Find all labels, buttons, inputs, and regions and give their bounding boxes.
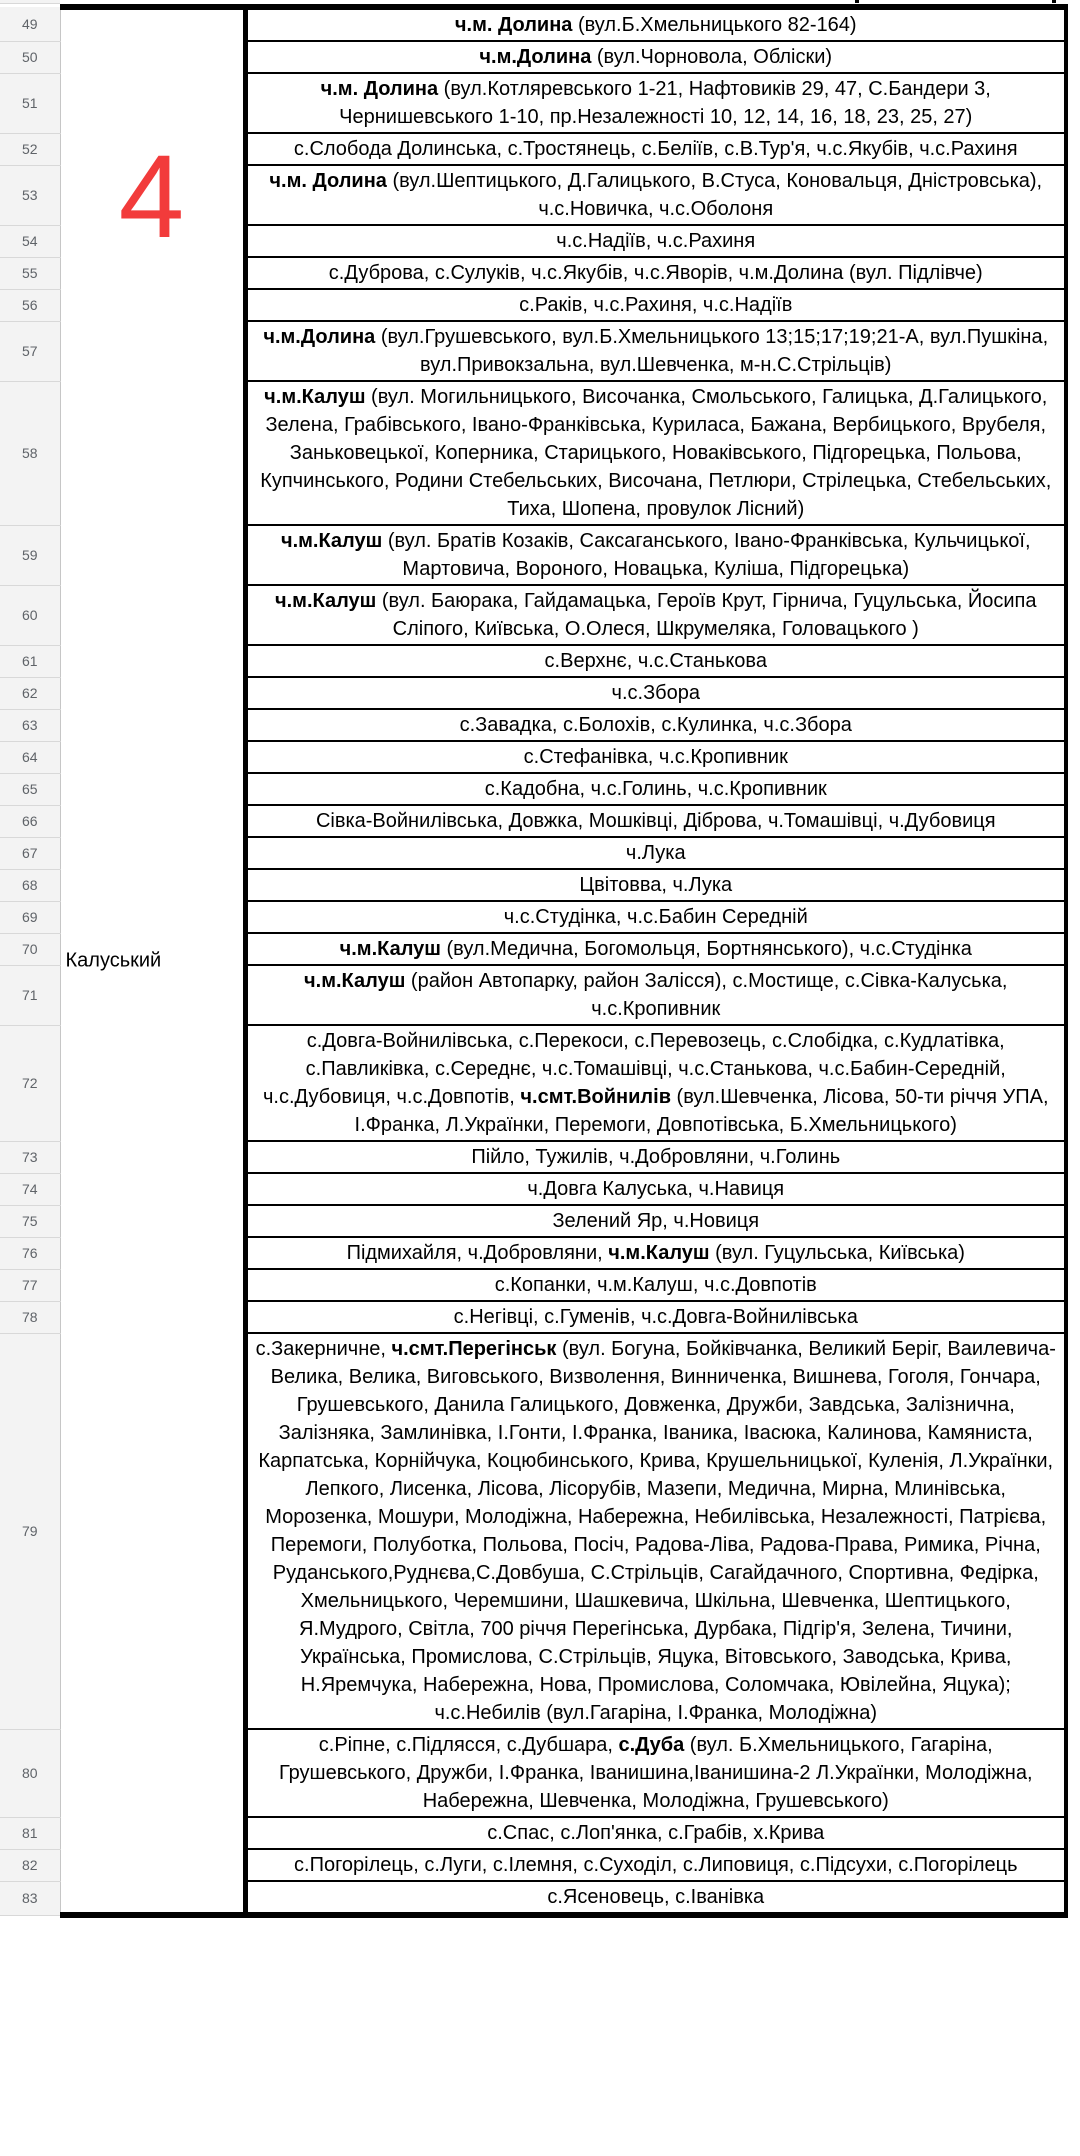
settlement-text: (вул. Баюрака, Гайдамацька, Героїв Крут, Гірнича, Гуцульська, Йосипа Сліпого, Київська, О.Олеся, Шкрумеляка, Головацького ) [376,590,1037,640]
row-content[interactable] [245,289,1066,321]
row-content[interactable] [245,805,1066,837]
settlement-name-bold: ч.м. Долина [454,14,573,36]
row-number[interactable]: 74 [0,1173,60,1205]
row-content[interactable] [245,933,1066,965]
settlement-text: (вул.Шевченка, Лісова, 50-ти річчя УПА, І.Франка, Л.Українки, Перемоги, Довпотівська, Б.Хмельницького) [354,1086,1049,1136]
row-content[interactable] [245,165,1066,225]
row-content[interactable] [245,741,1066,773]
row-number[interactable]: 61 [0,645,60,677]
row-content[interactable] [245,1269,1066,1301]
queue-number-label: 4 [118,131,185,263]
row-content[interactable] [245,645,1066,677]
row-content[interactable] [245,7,1066,41]
settlement-name-bold: ч.м.Долина [479,46,592,68]
settlement-text: ч.с.Збора [611,682,700,704]
row-content[interactable] [245,1301,1066,1333]
table-row [0,7,1066,41]
settlement-name-bold: ч.м.Калуш [280,530,383,552]
settlement-text: с.Закерничне, [255,1338,392,1360]
row-number[interactable]: 77 [0,1269,60,1301]
row-number[interactable]: 75 [0,1205,60,1237]
settlement-text: (район Автопарку, район Залісся), с.Мостище, с.Сівка-Калуська, ч.с.Кропивник [405,970,1008,1020]
settlement-text: Цвітовва, ч.Лука [579,874,733,896]
row-content[interactable] [245,1729,1066,1817]
settlement-name-bold: ч.м. Долина [320,78,439,100]
settlement-text: (вул.Шептицького, Д.Галицького, В.Стуса, Коновальця, Дністровська), ч.с.Новичка, ч.с.Оболоня [386,170,1043,220]
settlement-name-bold: ч.м. Долина [269,170,387,192]
row-content[interactable] [245,73,1066,133]
row-content[interactable] [245,1205,1066,1237]
row-number[interactable]: 52 [0,133,60,165]
row-number[interactable]: 70 [0,933,60,965]
settlement-text: с.Довга-Войнилівська, с.Перекоси, с.Перевозець, с.Слобідка, с.Кудлатівка, с.Павликівка, с.Середнє, ч.с.Томашівці, ч.с.Станькова, ч.с.Бабин-Середній, ч.с.Дубовиця, ч.с.Довпотів, [263,1030,1006,1108]
settlement-text: с.Ріпне, с.Підлясся, с.Дубшара, [318,1734,619,1756]
settlement-text: (вул.Медична, Богомольця, Бортнянського), ч.с.Студінка [440,938,972,960]
row-number[interactable]: 63 [0,709,60,741]
row-content[interactable] [245,225,1066,257]
row-number[interactable]: 80 [0,1729,60,1817]
settlement-text: ч.с.Студінка, ч.с.Бабин Середній [503,906,808,928]
row-content[interactable] [245,1025,1066,1141]
row-number[interactable]: 79 [0,1333,60,1729]
row-number[interactable]: 81 [0,1817,60,1849]
settlement-name-bold: ч.м.Калуш [608,1242,710,1264]
settlement-text: с.Кадобна, ч.с.Голинь, ч.с.Кропивник [484,778,827,800]
row-content[interactable] [245,901,1066,933]
settlement-text: Пійло, Тужилів, ч.Добровляни, ч.Голинь [471,1146,841,1168]
settlement-text: с.Дуброва, с.Сулуків, ч.с.Якубів, ч.с.Яворів, ч.м.Долина (вул. Підлівче) [328,262,983,284]
settlement-text: с.Погорілець, с.Луги, с.Ілемня, с.Суходіл, с.Липовиця, с.Підсухи, с.Погорілець [294,1854,1018,1876]
row-number[interactable]: 50 [0,41,60,73]
settlement-text: (вул. Б.Хмельницького, Гагаріна, Грушевського, Дружби, І.Франка, Іванишина,Іванишина-2 Л.Українки, Молодіжна, Набережна, Шевченка, Молодіжна, Грушевського) [278,1734,1033,1812]
zone-table [0,4,1068,1918]
settlement-text: с.Негівці, с.Гуменів, ч.с.Довга-Войнилівська [453,1306,858,1328]
settlement-text: (вул.Б.Хмельницького 82-164) [572,14,857,36]
settlement-name-bold: ч.смт.Войнилів [520,1086,671,1108]
settlement-text: (вул.Грушевського, вул.Б.Хмельницького 13;15;17;19;21-А, вул.Пушкіна, вул.Привокзальна, вул.Шевченка, м-н.С.Стрільців) [375,326,1049,376]
settlement-text: (вул. Могильницького, Височанка, Смольського, Галицька, Д.Галицького, Зелена, Грабівського, Івано-Франківська, Куриласа, Бажана, Вербицького, Врубеля, Заньковецької, Коперника, Старицького, Новаківського, Підгорецька, Польова, Купчинського, Родини Стебельських, Височана, Петлюри, Стрілецька, Стебельських, Тиха, Шопена, провулок Лісний) [260,386,1052,520]
row-content[interactable] [245,1817,1066,1849]
row-number[interactable]: 73 [0,1141,60,1173]
row-content[interactable] [245,869,1066,901]
clipped-previous-row [0,0,1080,4]
row-number[interactable]: 82 [0,1849,60,1881]
row-number[interactable]: 71 [0,965,60,1025]
row-number[interactable]: 57 [0,321,60,381]
row-number[interactable]: 55 [0,257,60,289]
settlement-text: с.Верхнє, ч.с.Станькова [544,650,767,672]
row-content[interactable] [245,381,1066,525]
row-number[interactable]: 53 [0,165,60,225]
row-number[interactable]: 60 [0,585,60,645]
row-content[interactable] [245,585,1066,645]
settlement-text: (вул. Богуна, Бойківчанка, Великий Беріг, Ваилевича-Велика, Велика, Виговського, Визволення, Винниченка, Вишнева, Гоголя, Гончара, Грушевського, Данила Галицького, Довженка, Дружби, Завдська, Залізнична, Залізняка, Замлинівка, І.Гонти, І.Франка, Іваника, Івасюка, Калинова, Камяниста, Карпатська, Корнійчука, Коцюбинського, Крива, Крушельницької, Куленія, Л.Українки, Лепкого, Лисенка, Лісова, Лісорубів, Мазепи, Медична, Мирна, Млинівська, Морозенка, Мошури, Молодіжна, Набережна, Небилівська, Незалежності, Патрієва, Перемоги, Полуботка, Польова, Посіч, Радова-Ліва, Радова-Права, Римика, Річна, Руданського,Руднєва,С.Довбуша, С.Стрільців, Сагайдачного, Спортивна, Федірка, Хмельницького, Черемшини, Шашкевича, Шкільна, Шевченка, Шептицького, Я.Мудрого, Світла, 700 річчя Перегінська, Дурбака, Підгір'я, Зелена, Тичини, Українська, Промислова, С.Стрільців, Яцука, Вітовського, Заводська, Крива, Н.Яремчука, Набережна, Нова, Промислова, Соломчака, Ювілейна, Яцука); ч.с.Небилів (вул.Гагаріна, І.Франка, Молодіжна) [258,1338,1056,1724]
row-number[interactable]: 59 [0,525,60,585]
settlement-name-bold: ч.смт.Перегінськ [391,1338,557,1360]
row-content[interactable] [245,1173,1066,1205]
settlement-name-bold: ч.м.Калуш [274,590,377,612]
row-content[interactable] [245,837,1066,869]
settlement-name-bold: ч.м.Долина [263,326,376,348]
row-content[interactable] [245,773,1066,805]
district-merged-cell[interactable] [60,7,245,1915]
row-content[interactable] [245,965,1066,1025]
row-content[interactable] [245,525,1066,585]
row-number[interactable]: 83 [0,1881,60,1915]
row-number[interactable]: 54 [0,225,60,257]
row-content[interactable] [245,321,1066,381]
row-number[interactable]: 51 [0,73,60,133]
settlement-text: ч.с.Надіїв, ч.с.Рахиня [556,230,756,252]
settlement-text: с.Завадка, с.Болохів, с.Кулинка, ч.с.Збора [459,714,852,736]
row-number[interactable]: 72 [0,1025,60,1141]
row-number[interactable]: 56 [0,289,60,321]
row-number[interactable]: 67 [0,837,60,869]
row-content[interactable] [245,1237,1066,1269]
row-number[interactable]: 62 [0,677,60,709]
settlement-name-bold: ч.м.Калуш [339,938,441,960]
district-label: Калуський [65,949,162,972]
row-content[interactable] [245,677,1066,709]
row-number[interactable]: 69 [0,901,60,933]
settlement-text: Зелений Яр, ч.Новиця [552,1210,760,1232]
row-content[interactable] [245,1849,1066,1881]
row-header-clip [0,0,60,4]
settlement-text: (вул.Котляревського 1-21, Нафтовиків 29, 47, С.Бандери 3, Чернишевського 1-10, пр.Незалежності 10, 12, 14, 16, 18, 23, 25, 27) [339,78,991,128]
settlement-text: с.Ясеновець, с.Іванівка [547,1886,765,1908]
row-content[interactable] [245,1141,1066,1173]
row-number[interactable]: 65 [0,773,60,805]
settlement-text: (вул. Братів Козаків, Саксаганського, Івано-Франківська, Кульчицької, Мартовича, Вороного, Новацька, Куліша, Підгорецька) [382,530,1031,580]
row-number[interactable]: 78 [0,1301,60,1333]
settlement-name-bold: с.Дуба [618,1734,685,1756]
settlement-text: с.Спас, с.Лоп'янка, с.Грабів, х.Крива [487,1822,825,1844]
settlement-text: ч.Лука [625,842,686,864]
settlement-text: ч.Довга Калуська, ч.Навиця [527,1178,785,1200]
settlement-text: с.Слобода Долинська, с.Тростянець, с.Беліїв, с.В.Тур'я, ч.с.Якубів, ч.с.Рахиня [293,138,1018,160]
row-number[interactable]: 76 [0,1237,60,1269]
settlement-text: Сівка-Войнилівська, Довжка, Мошківці, Діброва, ч.Томашівці, ч.Дубовиця [315,810,996,832]
row-number[interactable]: 58 [0,381,60,525]
settlement-text: с.Копанки, ч.м.Калуш, ч.с.Довпотів [494,1274,817,1296]
row-content[interactable] [245,1333,1066,1729]
row-content[interactable] [245,133,1066,165]
row-content[interactable] [245,709,1066,741]
row-content[interactable] [245,257,1066,289]
row-number[interactable]: 68 [0,869,60,901]
row-number[interactable]: 49 [0,7,60,41]
settlement-name-bold: ч.м.Калуш [304,970,406,992]
row-number[interactable]: 66 [0,805,60,837]
row-content[interactable] [245,1881,1066,1915]
row-number[interactable]: 64 [0,741,60,773]
settlement-text: (вул. Гуцульська, Київська) [709,1242,965,1264]
row-content[interactable] [245,41,1066,73]
settlement-text: с.Раків, ч.с.Рахиня, ч.с.Надіїв [519,294,793,316]
settlement-name-bold: ч.м.Калуш [264,386,366,408]
settlement-text: Підмихайля, ч.Добровляни, [346,1242,609,1264]
clipped-text-fragment [855,0,859,3]
settlement-text: (вул.Чорновола, Обліски) [591,46,833,68]
clipped-text-fragment [1052,0,1056,3]
settlement-text: с.Стефанівка, ч.с.Кропивник [523,746,788,768]
